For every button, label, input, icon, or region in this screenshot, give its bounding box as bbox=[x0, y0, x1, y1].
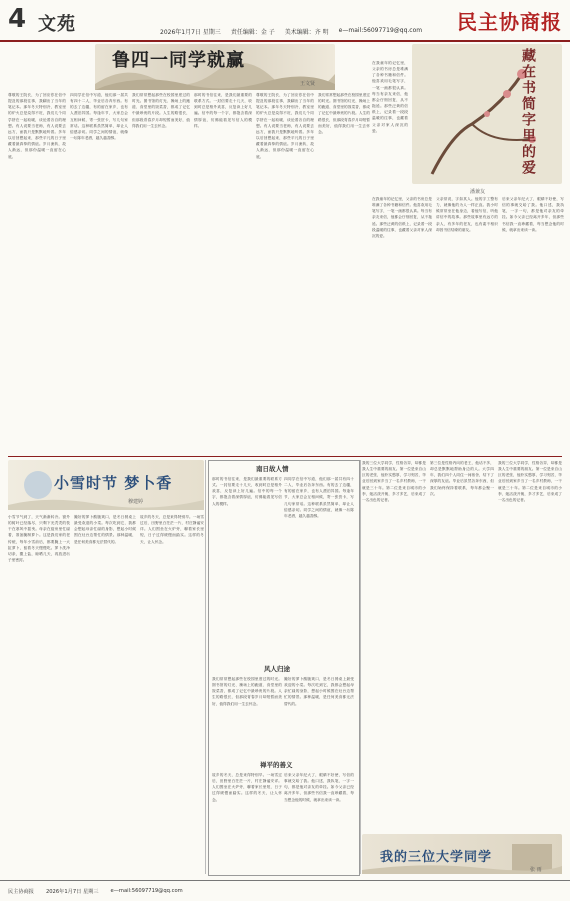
issue-date: 2026年1月7日 星期三 bbox=[160, 29, 221, 36]
main-text-col-5: 尊敬的王院长，为了回应你在信中提及的那段往事，我翻出了当年的笔记本。那年冬天特别冷，教室里的炉火总是烧得不旺，我们几个同学挤在一起取暖，谈论着各自的理想。有人说要当老师，有人说要去远方，而我只是默默地听着。多年以后回想起来，那些平凡的日子里藏着最真挚的情谊。岁月流转，故人渐远，但那份温暖一直留在心底。 bbox=[256, 93, 314, 159]
column-divider-left bbox=[205, 460, 206, 874]
bottom-left-title: 小雪时节 梦卜香 bbox=[54, 474, 173, 492]
section-divider bbox=[8, 456, 562, 457]
bottom-middle-subtitle-1: 风人归途 bbox=[264, 665, 290, 673]
main-text-col-2: 四同学在信中写道，他们那一届共有四十二人，毕业后各奔东西。有的去了边疆，有的留在家乡，也有人漂泊异国。每逢年节，大家总会互相问候，寄一张贺卡，写几句家常话。这种联系虽然简单，却让人倍感亲切。同学之间的情谊，就像一坛陈年老酒，越久越香醇。 bbox=[70, 93, 128, 141]
bottom-right-title: 我的三位大学同学 bbox=[380, 850, 493, 865]
main-text-col-1: 尊敬的王院长，为了回应你在信中提及的那段往事，我翻出了当年的笔记本。那年冬天特别冷，教室里的炉火总是烧得不旺，我们几个同学挤在一起取暖，谈论着各自的理想。有人说要当老师，有人说要去远方，而我只是默默地听着。多年以后回想起来，那些平凡的日子里藏着最真挚的情谊。岁月流转，故人渐远，但那份温暖一直留在心底。 bbox=[8, 93, 66, 159]
bottom-left-col-3: 故乡的冬天，总是来得特别早。一场雪过后，田野里白茫茫一片，村庄静谧安详。人们围坐在火炉旁，聊着家长里短，日子过得缓慢而踏实。这样的冬天，让人怀念。 bbox=[140, 515, 204, 544]
bottom-left-author: 穆建婷 bbox=[128, 499, 144, 505]
right-text-col-2: 在我童年的记忆里，父亲的书房总是堆满了各种书籍和信件。他喜欢用毛笔写字，一笔一画都很认真。每当有亲友来信，他都会仔细回复，从不拖延。那些泛黄的信纸上，记录着一段段温暖的往事，也藏着父亲对家人深沉的爱。 bbox=[372, 197, 432, 238]
footer-email: e—mail:56097719@qq.com bbox=[110, 888, 183, 894]
header-meta bbox=[160, 27, 480, 36]
main-text-col-4: 那时的书信往来，是我们最重要的联系方式。一封信要走十几天，收到时总是格外欢喜，反复读上好几遍。信中的每一个字，都饱含着深情厚谊，仿佛能看见写信人的模样。 bbox=[194, 93, 252, 128]
bottom-right-col-2: 第三位是性格内向的老王，他话不多，却总是默默地帮助身边的人。大学四年，我们四个人同住一间宿舍，结下了深厚的友谊。毕业后虽然各奔东西，但我们始终保持着联系，每年都会聚一次。 bbox=[430, 461, 494, 496]
plum-blossom-illustration bbox=[412, 44, 562, 184]
bottom-middle-subtitle-2: 禅平的善义 bbox=[260, 761, 293, 769]
main-text-col-6: 我们常常想起那些在校园里度过的时光。图书馆的灯光、操场上的跑道、食堂里的饭菜香，都成了记忆中最珍贵的片段。人生的路很长，但那段青春岁月却短暂而美好，值得我们用一生去怀念。 bbox=[318, 93, 370, 134]
bottom-right-col-3: 我的三位大学同学，性格各异，却都是我人生中重要的朋友。第一位是来自山区的老张，他朴实憨厚，学习刻苦，毕业后回到家乡当了一名乡村教师，一干就是三十年。第二位是来自城市的小李，她活泼开朗，多才多艺，后来成了一名出色的记者。 bbox=[498, 461, 562, 502]
page-number: 4 bbox=[8, 4, 27, 34]
footer-date: 2026年1月7日 星期三 bbox=[45, 888, 99, 895]
bottom-middle-section-title: 南日故人情 bbox=[256, 465, 289, 473]
editor: 责任编辑：金 子 bbox=[230, 29, 275, 36]
art-editor: 美术编辑：齐 明 bbox=[284, 29, 329, 36]
bottom-middle-col-5: 故乡的冬天，总是来得特别早。一场雪过后，田野里白茫茫一片，村庄静谧安详。人们围坐在火炉旁，聊着家长里短，日子过得缓慢而踏实。这样的冬天，让人怀念。 bbox=[212, 773, 282, 802]
bottom-middle-col-6: 后来父亲年纪大了，眼睛不好使，写信的事就交给了我。他口述，我执笔，一字一句，都是他对亲友的牵挂。如今父亲已经离开多年，但那些书信我一直珍藏着，每当想念他的时候，就拿出来读一读。 bbox=[284, 773, 354, 802]
right-article-title: 藏在书简字里的爱 bbox=[520, 48, 536, 176]
footer-masthead: 民主协商报 bbox=[8, 888, 34, 895]
bottom-left-col-2: 腌好的萝卜酸脆爽口，是冬日餐桌上最受欢迎的小菜。每次吃到它，我都会想起母亲忙碌的身影，想起小时候围在灶台边帮忙的情景。那种温暖，是任何美食都无法替代的。 bbox=[74, 515, 136, 544]
masthead: 民主协商报 bbox=[457, 10, 562, 34]
bottom-middle-col-4: 腌好的萝卜酸脆爽口，是冬日餐桌上最受欢迎的小菜。每次吃到它，我都会想起母亲忙碌的身影，想起小时候围在灶台边帮忙的情景。那种温暖，是任何美食都无法替代的。 bbox=[284, 677, 354, 706]
bottom-right-author: 张 雨 bbox=[530, 867, 542, 873]
page-header bbox=[0, 0, 570, 42]
bottom-middle-col-1: 那时的书信往来，是我们最重要的联系方式。一封信要走十几天，收到时总是格外欢喜，反复读上好几遍。信中的每一个字，都饱含着深情厚谊，仿佛能看见写信人的模样。 bbox=[212, 477, 282, 506]
right-text-col-3: 父亲常说，字如其人。他的字工整有力，就像他的为人一样正直。我小时候常常坐在他身边，看他写信，听他讲信中的故事。那些故事里有远方的亲人，有多年的老友，也有素不相识却因书信结缘的朋友。 bbox=[436, 197, 498, 232]
bottom-right-col-1: 我的三位大学同学，性格各异，却都是我人生中重要的朋友。第一位是来自山区的老张，他朴实憨厚，学习刻苦，毕业后回到家乡当了一名乡村教师，一干就是三十年。第二位是来自城市的小李，她活泼开朗，多才多艺，后来成了一名出色的记者。 bbox=[362, 461, 426, 502]
page-footer bbox=[0, 880, 570, 901]
right-text-col-4: 后来父亲年纪大了，眼睛不好使，写信的事就交给了我。他口述，我执笔，一字一句，都是他对亲友的牵挂。如今父亲已经离开多年，但那些书信我一直珍藏着，每当想念他的时候，就拿出来读一读。 bbox=[502, 197, 564, 232]
right-article-author: 潘兼友 bbox=[470, 189, 486, 195]
main-text-col-3: 我们常常想起那些在校园里度过的时光。图书馆的灯光、操场上的跑道、食堂里的饭菜香，都成了记忆中最珍贵的片段。人生的路很长，但那段青春岁月却短暂而美好，值得我们用一生去怀念。 bbox=[132, 93, 190, 128]
bottom-middle-col-3: 我们常常想起那些在校园里度过的时光。图书馆的灯光、操场上的跑道、食堂里的饭菜香，都成了记忆中最珍贵的片段。人生的路很长，但那段青春岁月却短暂而美好，值得我们用一生去怀念。 bbox=[212, 677, 282, 706]
email: e—mail:56097719@qq.com bbox=[338, 27, 423, 34]
right-text-col-1: 在我童年的记忆里，父亲的书房总是堆满了各种书籍和信件。他喜欢用毛笔写字，一笔一画都很认真。每当有亲友来信，他都会仔细回复，从不拖延。那些泛黄的信纸上，记录着一段段温暖的往事，也藏着父亲对家人深沉的爱。 bbox=[372, 61, 408, 133]
bottom-middle-col-2: 四同学在信中写道，他们那一届共有四十二人，毕业后各奔东西。有的去了边疆，有的留在家乡，也有人漂泊异国。每逢年节，大家总会互相问候，寄一张贺卡，写几句家常话。这种联系虽然简单，却让人倍感亲切。同学之间的情谊，就像一坛陈年老酒，越久越香醇。 bbox=[284, 477, 354, 518]
column-divider-right bbox=[360, 460, 361, 874]
main-article-title: 鲁四一同学就赢 bbox=[112, 50, 245, 71]
right-article-illustration bbox=[412, 44, 562, 184]
bottom-left-col-1: 小雪节气到了，天气渐渐转冷。窗外的树叶已经落尽，只剩下光秃秃的枝干在寒风中摇曳。母亲在厨房里忙碌着，准备腌制萝卜。这是我们家的老传统，每年小雪前后，都要腌上一大缸萝卜，留着冬天慢慢吃。萝卜洗净切条，撒上盐，晾晒几天，再放进坛子里密封。 bbox=[8, 515, 70, 563]
main-article-author: 王文贤 bbox=[300, 81, 316, 87]
section-name: 文苑 bbox=[38, 14, 76, 35]
